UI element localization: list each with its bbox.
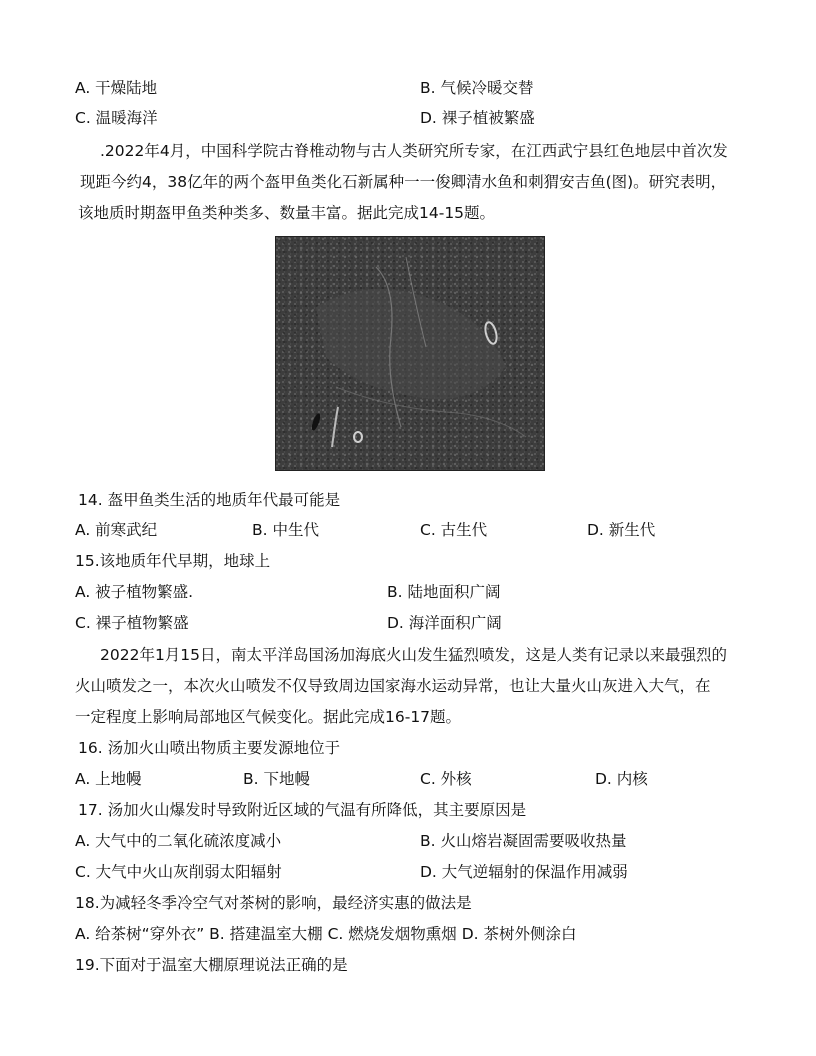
q17-option-c: C. 大气中火山灰削弱太阳辐射 [75,863,282,881]
q17-option-d: D. 大气逆辐射的保温作用减弱 [420,863,628,881]
q18-stem: 18.为减轻冬季冷空气对茶树的影响，最经济实惠的做法是 [75,894,472,912]
q18-options: A. 给茶树“穿外衣” B. 搭建温室大棚 C. 燃烧发烟物熏烟 D. 茶树外侧涂白 [75,925,577,943]
q14-stem: 14. 盔甲鱼类生活的地质年代最可能是 [78,491,341,509]
q15-option-a: A. 被子植物繁盛. [75,583,194,601]
q17-option-a: A. 大气中的二氧化硫浓度减小 [75,832,282,850]
q16-option-d: D. 内核 [595,770,648,788]
q15-option-d: D. 海洋面积广阔 [387,614,502,632]
q14-option-c: C. 古生代 [420,521,488,539]
q16-option-a: A. 上地幔 [75,770,142,788]
q19-stem: 19.下面对于温室大棚原理说法正确的是 [75,956,348,974]
intro-14-15-line-2: 现距今约4，38亿年的两个盔甲鱼类化石新属种一一俊卿清水鱼和刺猬安吉鱼(图)。研究表明， [80,173,727,191]
intro-14-15-line-3: 该地质时期盔甲鱼类种类多、数量丰富。据此完成14-15题。 [78,204,496,222]
q13-option-d: D. 裸子植被繁盛 [420,109,535,127]
q16-option-c: C. 外核 [420,770,472,788]
q14-option-d: D. 新生代 [587,521,656,539]
q17-stem: 17. 汤加火山爆发时导致附近区域的气温有所降低，其主要原因是 [78,801,527,819]
fossil-illustration [276,237,544,470]
q15-stem: 15.该地质年代早期，地球上 [75,552,271,570]
intro-14-15-line-1: .2022年4月，中国科学院古脊椎动物与古人类研究所专家，在江西武宁县红色地层中首次发 [100,142,728,160]
fossil-image [275,236,545,471]
q13-option-b: B. 气候冷暖交替 [420,79,534,97]
q15-option-c: C. 裸子植物繁盛 [75,614,189,632]
q14-option-a: A. 前寒武纪 [75,521,158,539]
q13-option-a: A. 干燥陆地 [75,79,158,97]
intro-16-17-line-1: 2022年1月15日，南太平洋岛国汤加海底火山发生猛烈喷发，这是人类有记录以来最强烈的 [100,646,728,664]
q13-option-c: C. 温暖海洋 [75,109,158,127]
q14-option-b: B. 中生代 [252,521,319,539]
intro-16-17-line-2: 火山喷发之一，本次火山喷发不仅导致周边国家海水运动异常，也让大量火山灰进入大气，在 [75,677,711,695]
q15-option-b: B. 陆地面积广阔 [387,583,501,601]
intro-16-17-line-3: 一定程度上影响局部地区气候变化。据此完成16-17题。 [75,708,462,726]
q16-stem: 16. 汤加火山喷出物质主要发源地位于 [78,739,341,757]
q16-option-b: B. 下地幔 [243,770,310,788]
q17-option-b: B. 火山熔岩凝固需要吸收热量 [420,832,627,850]
